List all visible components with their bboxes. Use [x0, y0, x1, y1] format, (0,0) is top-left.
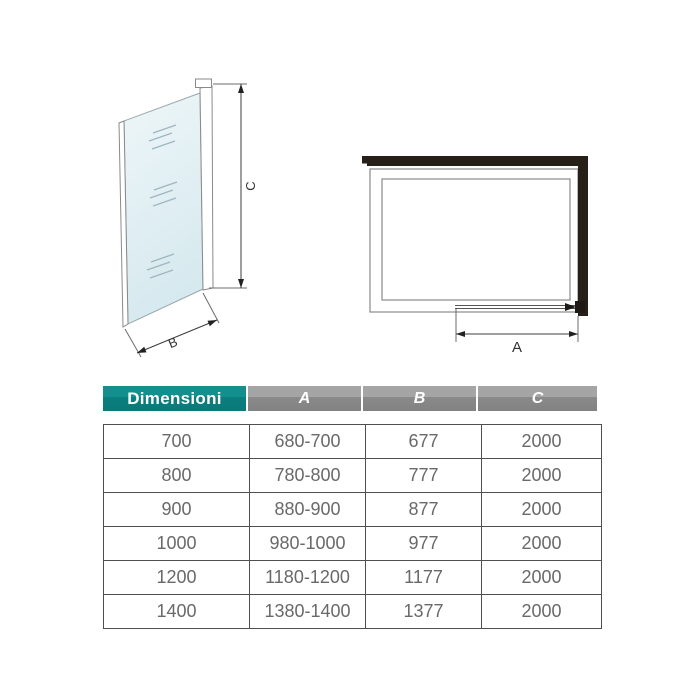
wall-bracket — [196, 79, 212, 88]
dimension-table — [103, 386, 597, 629]
wall-profile-top-notch — [362, 164, 367, 167]
wall-profile-right — [578, 156, 588, 316]
table-row — [104, 561, 602, 595]
cell-a: 880-900 — [250, 493, 366, 527]
header-dimensioni: Dimensioni — [103, 386, 246, 411]
cell-b: 677 — [366, 425, 482, 459]
cell-c: 2000 — [482, 459, 602, 493]
cell-a: 1380-1400 — [250, 595, 366, 629]
cell-dim: 900 — [104, 493, 250, 527]
dimension-c — [209, 84, 258, 288]
side-view-diagram — [119, 79, 258, 357]
cell-c: 2000 — [482, 595, 602, 629]
wall-profile-top — [362, 156, 588, 166]
cell-dim: 1000 — [104, 527, 250, 561]
cell-a: 1180-1200 — [250, 561, 366, 595]
dimension-a — [456, 309, 578, 356]
cell-b: 1177 — [366, 561, 482, 595]
cell-c: 2000 — [482, 425, 602, 459]
dim-label-b: B — [165, 333, 180, 352]
cell-b: 877 — [366, 493, 482, 527]
panel-inner-outline — [382, 179, 570, 300]
table-row — [104, 425, 602, 459]
cell-dim: 800 — [104, 459, 250, 493]
cell-dim: 1400 — [104, 595, 250, 629]
table-row — [104, 527, 602, 561]
cell-a: 780-800 — [250, 459, 366, 493]
cell-c: 2000 — [482, 527, 602, 561]
header-col-a: A — [248, 386, 361, 411]
cell-a: 680-700 — [250, 425, 366, 459]
dimension-table-body — [103, 424, 602, 629]
top-view-diagram — [362, 156, 588, 356]
cell-b: 977 — [366, 527, 482, 561]
dim-label-c: C — [243, 181, 258, 191]
cell-c: 2000 — [482, 493, 602, 527]
cell-a: 980-1000 — [250, 527, 366, 561]
glass-pane — [124, 93, 203, 324]
cell-b: 777 — [366, 459, 482, 493]
cell-c: 2000 — [482, 561, 602, 595]
table-header-row — [103, 386, 597, 411]
cell-b: 1377 — [366, 595, 482, 629]
table-row — [104, 493, 602, 527]
cell-dim: 1200 — [104, 561, 250, 595]
cell-dim: 700 — [104, 425, 250, 459]
table-row — [104, 459, 602, 493]
header-col-b: B — [363, 386, 476, 411]
table-row — [104, 595, 602, 629]
header-col-c: C — [478, 386, 597, 411]
dim-label-a: A — [511, 339, 523, 356]
